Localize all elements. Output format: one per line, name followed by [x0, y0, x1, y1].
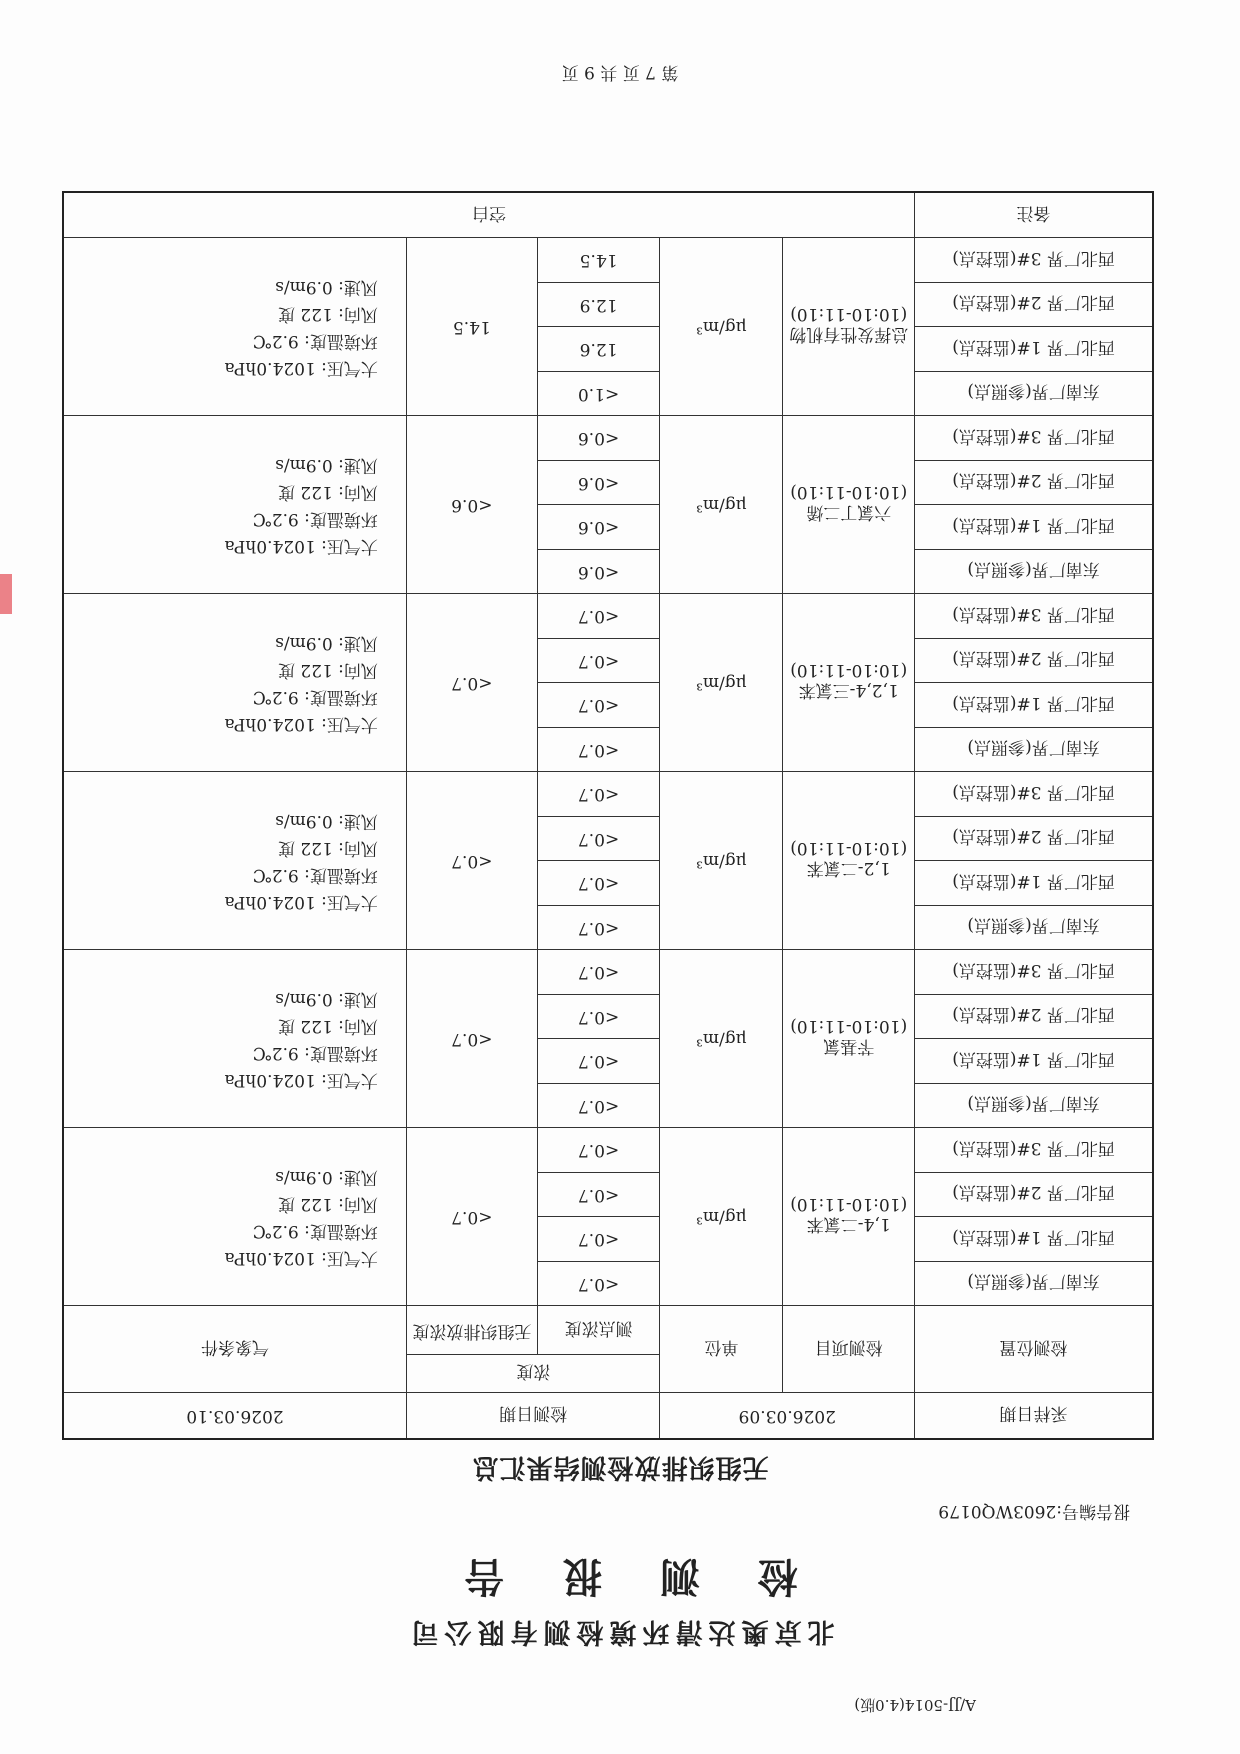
- location-cell: 东南厂界(参照点): [915, 906, 1153, 951]
- item-cell: [783, 416, 915, 594]
- weather-cell: [63, 1128, 406, 1306]
- location-cell: 西北厂界 2#(监控点): [915, 995, 1153, 1040]
- weather-line: 风速: 0.9m/s: [275, 989, 378, 1009]
- col-unit: 单位: [660, 1306, 783, 1393]
- unorganized-conc-cell: <0.6: [406, 416, 537, 594]
- weather-line: 环境温度: 9.2℃: [252, 687, 378, 707]
- col-point-conc: 测点浓度: [537, 1306, 660, 1355]
- weather-line: 风速: 0.9m/s: [275, 811, 378, 831]
- location-cell: 西北厂界 3#(监控点): [915, 1128, 1153, 1173]
- table-title: 无组织排放检测结果汇总: [471, 1452, 769, 1482]
- weather-line: 风速: 0.9m/s: [275, 455, 378, 475]
- weather-line: 环境温度: 9.2℃: [252, 509, 378, 529]
- header-row-1: [63, 1355, 1153, 1393]
- weather-line: 环境温度: 9.2℃: [252, 1043, 378, 1063]
- weather-line: 大气压: 1024.0hPa: [224, 358, 378, 378]
- location-cell: 东南厂界(参照点): [915, 550, 1153, 595]
- document-title: 检 测 报 告: [442, 1553, 798, 1600]
- unit-cell: μg/m³: [660, 772, 783, 950]
- location-cell: 东南厂界(参照点): [915, 1084, 1153, 1129]
- point-conc-cell: <0.7: [537, 817, 660, 862]
- item-name: 苄基氯: [823, 1036, 875, 1057]
- location-cell: 西北厂界 1#(监控点): [915, 861, 1153, 906]
- weather-line: 风速: 0.9m/s: [275, 1167, 378, 1187]
- sampling-date: 2026.03.09: [660, 1393, 915, 1439]
- table-row: [63, 906, 1153, 951]
- point-conc-cell: <0.7: [537, 594, 660, 639]
- weather-line: 风向: 122 度: [277, 304, 378, 324]
- location-cell: 西北厂界 3#(监控点): [915, 416, 1153, 461]
- unit-cell: μg/m³: [660, 1128, 783, 1306]
- test-date: 2026.03.10: [63, 1393, 406, 1439]
- location-cell: 西北厂界 1#(监控点): [915, 1217, 1153, 1262]
- weather-cell: [63, 238, 406, 416]
- col-location: 检测位置: [915, 1306, 1153, 1393]
- sampling-date-label: 采样日期: [915, 1393, 1153, 1439]
- weather-line: 环境温度: 9.2℃: [252, 865, 378, 885]
- location-cell: 西北厂界 1#(监控点): [915, 1039, 1153, 1084]
- point-conc-cell: 12.9: [537, 283, 660, 328]
- location-cell: 西北厂界 2#(监控点): [915, 639, 1153, 684]
- item-time: (10:10-11:10): [790, 838, 908, 859]
- unorganized-conc-cell: <0.7: [406, 772, 537, 950]
- item-time: (10:10-11:10): [790, 482, 908, 503]
- unit-cell: μg/m³: [660, 238, 783, 416]
- weather-line: 大气压: 1024.0hPa: [224, 536, 378, 556]
- point-conc-cell: <0.6: [537, 416, 660, 461]
- item-time: (10:10-11:10): [790, 1194, 908, 1215]
- point-conc-cell: <0.6: [537, 505, 660, 550]
- unorganized-conc-cell: <0.7: [406, 1128, 537, 1306]
- remark-label: 备注: [915, 192, 1153, 238]
- location-cell: 东南厂界(参照点): [915, 1262, 1153, 1307]
- point-conc-cell: 12.6: [537, 327, 660, 372]
- location-cell: 西北厂界 2#(监控点): [915, 817, 1153, 862]
- unit-cell: μg/m³: [660, 594, 783, 772]
- item-time: (10:10-11:10): [790, 1016, 908, 1037]
- table-row: [63, 550, 1153, 595]
- weather-line: 环境温度: 9.2℃: [252, 331, 378, 351]
- location-cell: 东南厂界(参照点): [915, 728, 1153, 773]
- item-time: (10:10-11:10): [790, 304, 908, 325]
- item-name: 1,4-二氯苯: [806, 1214, 891, 1235]
- point-conc-cell: <0.7: [537, 1262, 660, 1307]
- unit-cell: μg/m³: [660, 950, 783, 1128]
- location-cell: 西北厂界 1#(监控点): [915, 683, 1153, 728]
- weather-line: 风速: 0.9m/s: [275, 633, 378, 653]
- weather-line: 大气压: 1024.0hPa: [224, 1248, 378, 1268]
- item-name: 1,2-二氯苯: [806, 858, 891, 879]
- weather-cell: [63, 772, 406, 950]
- location-cell: 西北厂界 2#(监控点): [915, 461, 1153, 506]
- form-code: A/JJ-5014(4.0版): [854, 1696, 976, 1714]
- col-weather: 气象条件: [63, 1306, 406, 1393]
- item-time: (10:10-11:10): [790, 660, 908, 681]
- weather-line: 风向: 122 度: [277, 660, 378, 680]
- point-conc-cell: <0.7: [537, 1217, 660, 1262]
- location-cell: 西北厂界 3#(监控点): [915, 772, 1153, 817]
- point-conc-cell: 14.5: [537, 238, 660, 283]
- item-name: 总挥发性有机物: [789, 324, 909, 345]
- point-conc-cell: <0.7: [537, 1173, 660, 1218]
- location-cell: 西北厂界 2#(监控点): [915, 1173, 1153, 1218]
- unorganized-conc-cell: <0.7: [406, 950, 537, 1128]
- test-date-label: 检测日期: [406, 1393, 660, 1439]
- item-cell: [783, 772, 915, 950]
- weather-line: 大气压: 1024.0hPa: [224, 892, 378, 912]
- point-conc-cell: <0.6: [537, 550, 660, 595]
- point-conc-cell: <0.7: [537, 950, 660, 995]
- point-conc-cell: <0.7: [537, 906, 660, 951]
- weather-line: 风速: 0.9m/s: [275, 277, 378, 297]
- results-table: [62, 191, 1154, 1440]
- point-conc-cell: <0.7: [537, 1084, 660, 1129]
- remark-text: 空白: [63, 192, 915, 238]
- point-conc-cell: <0.7: [537, 995, 660, 1040]
- location-cell: 东南厂界(参照点): [915, 372, 1153, 417]
- point-conc-cell: <0.7: [537, 639, 660, 684]
- item-name: 1,2,4-三氯苯: [798, 680, 899, 701]
- item-cell: [783, 1128, 915, 1306]
- point-conc-cell: <1.0: [537, 372, 660, 417]
- weather-cell: [63, 594, 406, 772]
- point-conc-cell: <0.7: [537, 683, 660, 728]
- point-conc-cell: <0.7: [537, 1128, 660, 1173]
- stamp-mark: [0, 574, 12, 614]
- location-cell: 西北厂界 3#(监控点): [915, 238, 1153, 283]
- item-cell: [783, 950, 915, 1128]
- point-conc-cell: <0.7: [537, 728, 660, 773]
- item-cell: [783, 238, 915, 416]
- unorganized-conc-cell: 14.5: [406, 238, 537, 416]
- point-conc-cell: <0.7: [537, 1039, 660, 1084]
- weather-line: 风向: 122 度: [277, 1194, 378, 1214]
- weather-cell: [63, 950, 406, 1128]
- report-number: 报告编号:2603WQ0179: [938, 1501, 1130, 1521]
- remark-row: [63, 192, 1153, 238]
- weather-line: 风向: 122 度: [277, 838, 378, 858]
- col-concentration: 浓度: [406, 1355, 660, 1393]
- table-row: [63, 372, 1153, 417]
- unit-cell: μg/m³: [660, 416, 783, 594]
- page-number: 第 7 页 共 9 页: [561, 62, 679, 82]
- col-item: 检测项目: [783, 1306, 915, 1393]
- weather-line: 大气压: 1024.0hPa: [224, 1070, 378, 1090]
- weather-line: 风向: 122 度: [277, 482, 378, 502]
- weather-line: 环境温度: 9.2℃: [252, 1221, 378, 1241]
- location-cell: 西北厂界 3#(监控点): [915, 594, 1153, 639]
- point-conc-cell: <0.6: [537, 461, 660, 506]
- item-name: 六氯丁二烯: [806, 502, 892, 523]
- point-conc-cell: <0.7: [537, 772, 660, 817]
- info-row: [63, 1393, 1153, 1439]
- weather-line: 大气压: 1024.0hPa: [224, 714, 378, 734]
- weather-line: 风向: 122 度: [277, 1016, 378, 1036]
- location-cell: 西北厂界 1#(监控点): [915, 505, 1153, 550]
- company-name: 北京奥达清环境检测有限公司: [405, 1616, 835, 1647]
- col-unorganized-conc: 无组织排放浓度: [406, 1306, 537, 1355]
- table-row: [63, 1084, 1153, 1129]
- weather-cell: [63, 416, 406, 594]
- table-row: [63, 1262, 1153, 1307]
- location-cell: 西北厂界 2#(监控点): [915, 283, 1153, 328]
- location-cell: 西北厂界 3#(监控点): [915, 950, 1153, 995]
- point-conc-cell: <0.7: [537, 861, 660, 906]
- location-cell: 西北厂界 1#(监控点): [915, 327, 1153, 372]
- table-row: [63, 728, 1153, 773]
- unorganized-conc-cell: <0.7: [406, 594, 537, 772]
- item-cell: [783, 594, 915, 772]
